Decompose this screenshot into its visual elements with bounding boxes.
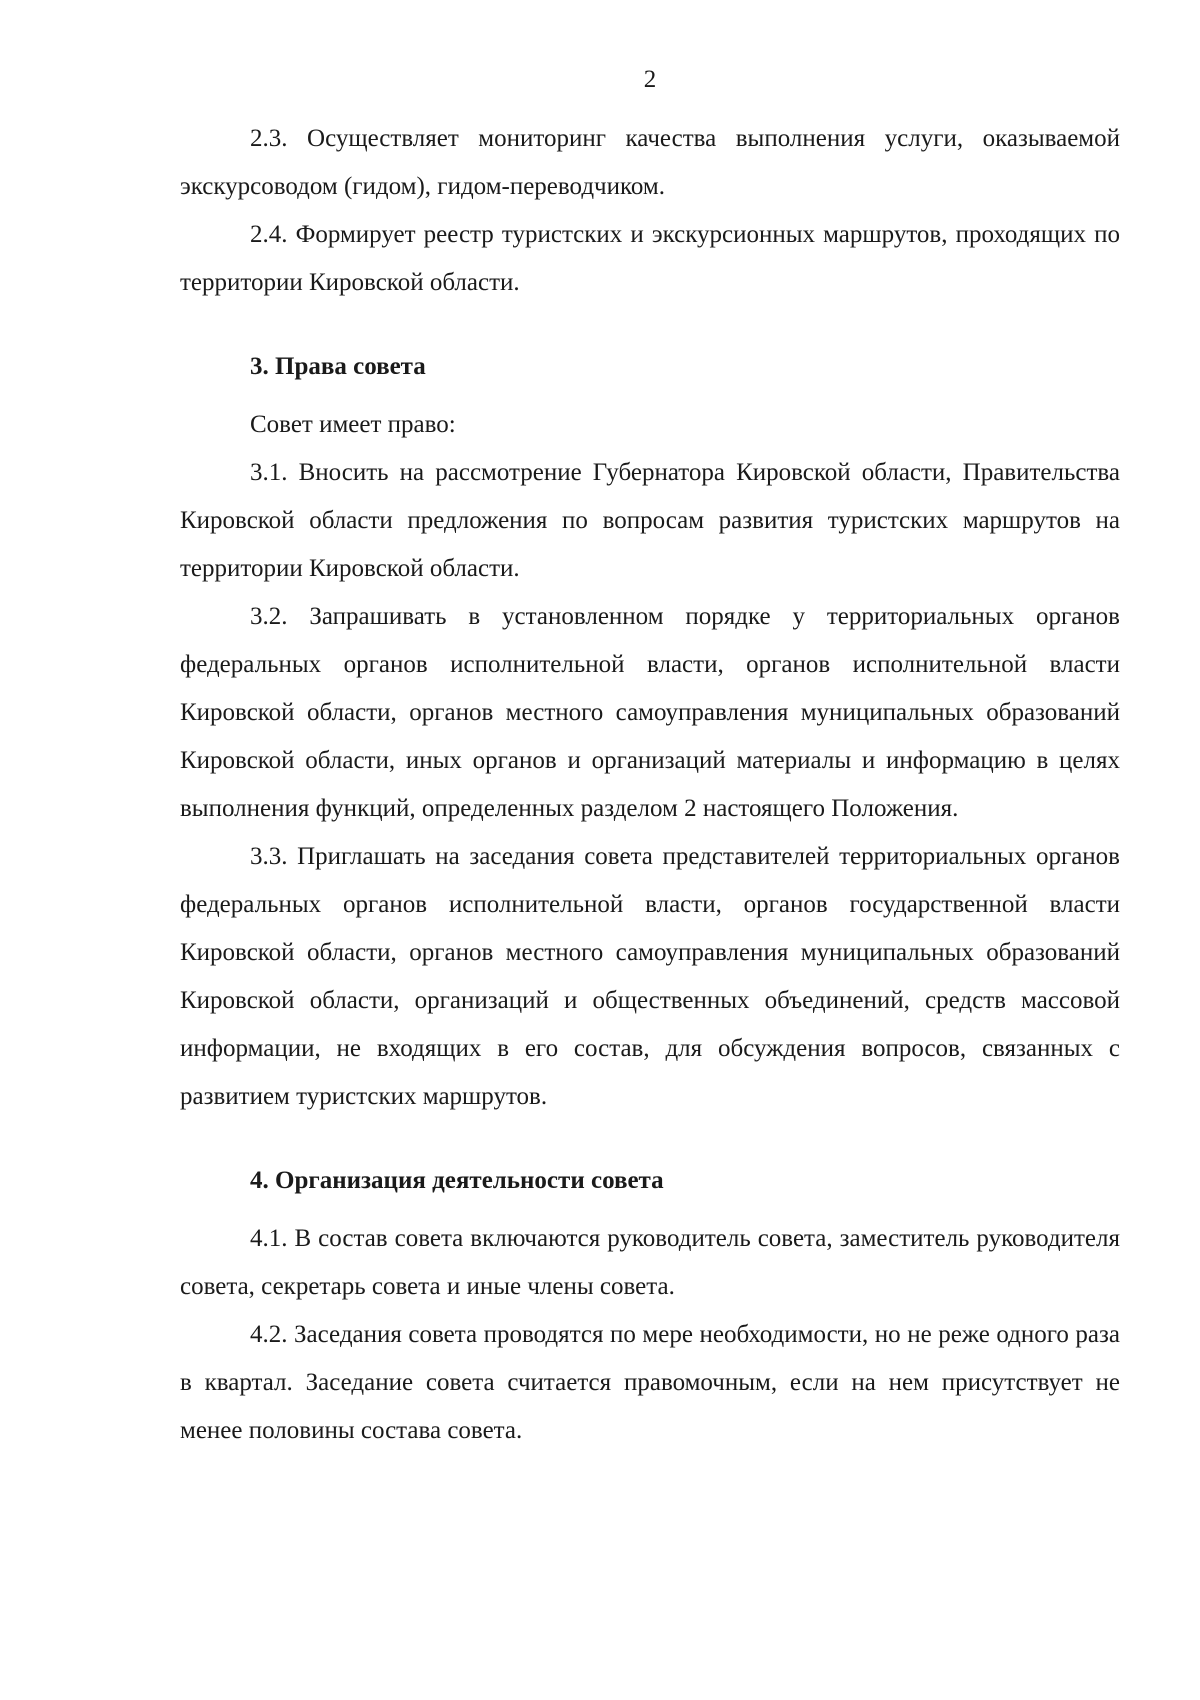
page-number: 2: [643, 66, 657, 93]
paragraph-2-3: 2.3. Осуществляет мониторинг качества выполнения услуги, оказываемой экскурсоводом (гидом), гидом-переводчиком.: [180, 125, 1120, 200]
paragraph-3-1: 3.1. Вносить на рассмотрение Губернатора Кировской области, Правительства Кировской области предложения по вопросам развития туристских маршрутов на территории Кировской области.: [180, 459, 1120, 582]
document-body: [180, 115, 1120, 1455]
section-3-intro: Совет имеет право:: [250, 411, 456, 438]
paragraph-2-4: 2.4. Формирует реестр туристских и экскурсионных маршрутов, проходящих по территории Кировской области.: [180, 221, 1120, 296]
paragraph-3-2: 3.2. Запрашивать в установленном порядке у территориальных органов федеральных органов исполнительной власти, органов исполнительной власти Кировской области, органов местного самоуправления муниципальных образований Кировской области, иных органов и организаций материалы и информацию в целях выполнения функций, определенных разделом 2 настоящего Положения.: [180, 603, 1120, 822]
section-3-heading: 3. Права совета: [250, 353, 426, 380]
section-4-heading: 4. Организация деятельности совета: [250, 1167, 664, 1194]
paragraph-3-3: 3.3. Приглашать на заседания совета представителей территориальных органов федеральных органов исполнительной власти, органов государственной власти Кировской области, органов местного самоуправления муниципальных образований Кировской области, организаций и общественных объединений, средств массовой информации, не входящих в его состав, для обсуждения вопросов, связанных с развитием туристских маршрутов.: [180, 843, 1120, 1110]
paragraph-4-1: 4.1. В состав совета включаются руководитель совета, заместитель руководителя совета, секретарь совета и иные члены совета.: [180, 1225, 1120, 1300]
paragraph-4-2: 4.2. Заседания совета проводятся по мере необходимости, но не реже одного раза в квартал. Заседание совета считается правомочным, если на нем присутствует не менее половины состава совета.: [180, 1321, 1120, 1444]
